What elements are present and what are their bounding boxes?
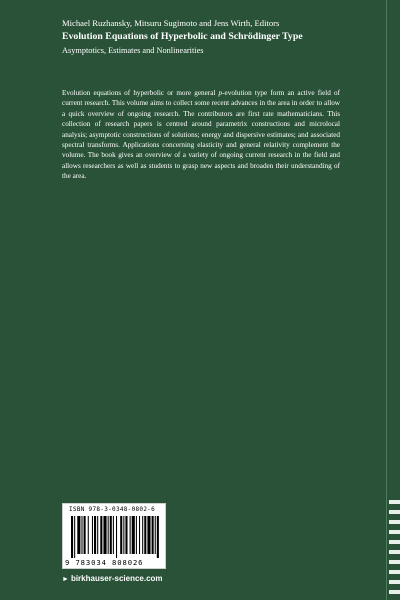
barcode-bar [123,516,124,554]
barcode-bar [125,516,127,554]
spine-tick [389,500,400,504]
barcode-bar [84,516,86,554]
barcode-bar [77,516,80,554]
description-part-1: Evolution equations of hyperbolic or more general [62,89,219,97]
editors-line: Michael Ruzhansky, Mitsuru Sugimoto and Jens Wirth, Editors [62,18,280,28]
barcode-digits: 9 783034 808026 [65,558,144,567]
website-text: birkhauser-science.com [70,574,163,583]
barcode-bar [157,516,159,558]
barcode-bar [88,516,89,554]
barcode-bar [110,516,112,554]
spine-edge-line [386,0,387,600]
barcode-bar [152,516,154,554]
barcode-bar [130,516,131,554]
barcode-bar [81,516,82,554]
barcode-bar [147,516,150,554]
barcode-bar [108,516,109,554]
spine-tick-strip [389,500,400,600]
spine-tick [389,560,400,564]
barcode-bar [136,516,137,554]
book-title: Evolution Equations of Hyperbolic and Schrödinger Type [62,31,303,42]
barcode-bar [74,516,75,558]
barcode-bar [113,516,114,554]
triangle-right-icon: ► [62,576,69,583]
barcode-bar [120,516,122,554]
spine-tick [389,540,400,544]
barcode-bar [116,516,117,558]
barcode-panel [62,503,166,569]
description-italic-p: p [218,89,223,97]
barcode-bar [139,516,140,554]
spine-tick [389,520,400,524]
isbn-label: ISBN 978-3-0348-0802-6 [69,506,156,513]
barcode-bars [71,516,161,558]
barcode-bar [97,516,98,554]
barcode-bar [92,516,93,554]
barcode-bar [100,516,102,554]
publisher-website [62,574,163,583]
spine-tick [389,570,400,574]
barcode-bar [94,516,96,554]
barcode-bar [155,516,156,554]
barcode-bar [71,516,73,558]
book-subtitle: Asymptotics, Estimates and Nonlinearities [62,46,204,55]
spine-tick [389,580,400,584]
spine-tick [389,590,400,594]
description-part-2: -evolution type form an active field of current research. This volume aims to collect some recent advances in the area in order to allow a quick overview of ongoing research. The contributors are first rate mathematicians. This collection of research papers is centred around parametrix constructions and microlocal analysis; asymptotic constructions of solutions; energy and dispersive estimates; and associated spectral transforms. Applications concerning elasticity and general relativity complement the volume. The book gives an overview of a variety of ongoing current research in the field and allows researchers as well as students to grasp new aspects and broaden their understanding of the area. [62,89,340,181]
barcode-bar [142,516,143,554]
barcode-bar [103,516,106,554]
spine-tick [389,530,400,534]
spine-tick [389,550,400,554]
book-description [62,88,340,182]
barcode-bar [144,516,146,554]
spine-tick [389,510,400,514]
cover-header [62,18,382,56]
barcode-bar [132,516,135,554]
